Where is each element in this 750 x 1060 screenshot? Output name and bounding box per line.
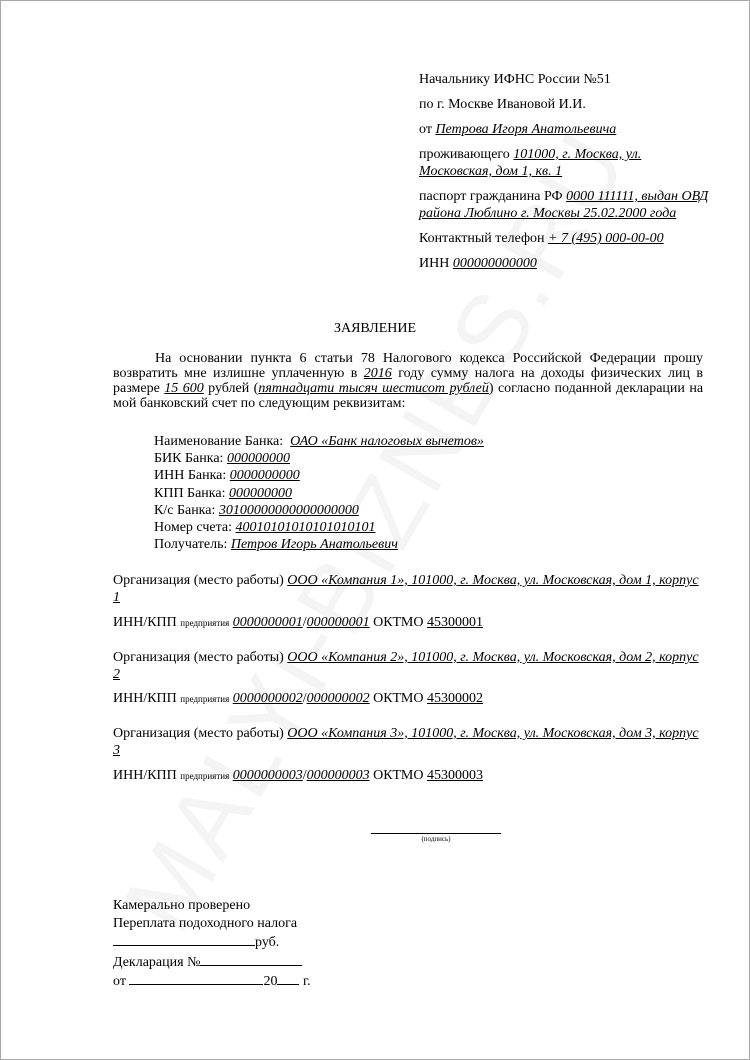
- employer-kpp: 000000002: [306, 691, 370, 706]
- tax-office-notes: [113, 897, 311, 991]
- signature-line: [371, 817, 501, 834]
- passport-label: паспорт гражданина РФ: [419, 189, 563, 204]
- sender-line: [419, 121, 714, 138]
- employer-oktmo: 45300002: [426, 691, 483, 706]
- checked-line: Камерально проверено: [113, 898, 251, 913]
- bank-bik-label: БИК Банка:: [154, 451, 224, 467]
- statement-paragraph: [113, 351, 703, 411]
- phone-value: + 7 (495) 000-00-00: [548, 231, 664, 246]
- amount-blank: [113, 932, 255, 946]
- year-blank: [277, 971, 299, 985]
- bank-recipient-label: Получатель:: [154, 537, 228, 553]
- enterprise-label: предприятия: [180, 618, 230, 628]
- bank-recipient-value: Петров Игорь Анатольевич: [230, 537, 398, 553]
- date-blank: [129, 971, 263, 985]
- employer-3: [113, 725, 709, 759]
- phone-line: [419, 230, 714, 247]
- addressee-block: [419, 71, 714, 280]
- sender-label: от: [419, 122, 432, 137]
- inn-kpp-label: ИНН/КПП: [113, 768, 177, 783]
- residence-address: 101000, г. Москва, ул. Московская, дом 1, кв. 1: [419, 147, 642, 179]
- employer-inn: 0000000003: [232, 768, 303, 783]
- bank-ks-value: 30100000000000000000: [218, 502, 359, 518]
- addressee-line-2: по г. Москве Ивановой И.И.: [419, 97, 586, 112]
- bank-account-row: [154, 519, 484, 536]
- inn-value: 000000000000: [452, 256, 537, 271]
- employer-label: Организация (место работы): [113, 650, 284, 665]
- employer-name: ООО «Компания 3», 101000, г. Москва, ул. Московская, дом 3, корпус 3: [113, 726, 699, 758]
- statement-body: [113, 351, 703, 411]
- bank-account-value: 40010101010101010101: [235, 520, 376, 536]
- statement-text-1: На основании пункта 6 статьи 78 Налогового кодекса Российской Федерации прошу возвратить мне излишне уплаченную в: [113, 351, 703, 381]
- bank-ks-row: [154, 502, 484, 519]
- inn-kpp-label: ИНН/КПП: [113, 615, 177, 630]
- inn-label: ИНН: [419, 256, 450, 271]
- year-prefix: 20: [263, 974, 278, 989]
- employer-oktmo: 45300003: [426, 768, 483, 783]
- bank-name-label: Наименование Банка:: [154, 434, 284, 449]
- sender-name: Петрова Игоря Анатольевича: [435, 122, 617, 137]
- refund-amount: 15 600: [164, 381, 204, 396]
- residence-label: проживающего: [419, 147, 510, 162]
- enterprise-label: предприятия: [180, 694, 230, 704]
- signature-block: [371, 817, 501, 844]
- employer-name: ООО «Компания 2», 101000, г. Москва, ул. Московская, дом 2, корпус 2: [113, 650, 699, 682]
- date-line: [113, 971, 311, 991]
- declaration-blank: [200, 952, 302, 966]
- bank-inn-row: [154, 467, 484, 484]
- oktmo-label: ОКТМО: [373, 768, 424, 783]
- bank-bik-row: [154, 450, 484, 467]
- bank-account-label: Номер счета:: [154, 520, 232, 536]
- residence-line: [419, 146, 714, 180]
- employer-name: ООО «Компания 1», 101000, г. Москва, ул. Московская, дом 1, корпус 1: [113, 573, 699, 605]
- employer-1: [113, 572, 709, 606]
- year-suffix: г.: [302, 974, 311, 989]
- bank-kpp-value: 000000000: [229, 485, 292, 501]
- bank-inn-value: 0000000000: [229, 468, 300, 484]
- passport-value: 0000 111111, выдан ОВД района Люблино г. Москвы 25.02.2000 года: [419, 189, 709, 221]
- declaration-label: Декларация №: [113, 954, 201, 970]
- signature-label: (подпись): [421, 835, 451, 843]
- declaration-line: [113, 952, 311, 972]
- employer-label: Организация (место работы): [113, 573, 284, 588]
- bank-recipient-row: [154, 536, 484, 553]
- statement-text-3: рублей (: [208, 381, 259, 396]
- bank-ks-label: К/с Банка:: [154, 502, 216, 518]
- refund-amount-words: пятнадцати тысяч шестисот рублей: [258, 381, 489, 396]
- employer-inn: 0000000002: [232, 691, 303, 706]
- employer-2: [113, 649, 709, 683]
- tax-year: 2016: [363, 366, 392, 381]
- statement-text-4: ) согласно поданной декларации на мой банковский счет по следующим реквизитам:: [113, 381, 704, 411]
- rub-label: руб.: [255, 935, 280, 950]
- bank-kpp-row: [154, 485, 484, 502]
- statement-text-2: году сумму налога на доходы физических лиц в размере: [113, 366, 703, 396]
- employer-kpp: 000000003: [306, 768, 370, 783]
- enterprise-label: предприятия: [180, 771, 230, 781]
- bank-name-value: ОАО «Банк налоговых вычетов»: [290, 434, 484, 449]
- oktmo-label: ОКТМО: [373, 615, 424, 630]
- passport-line: [419, 188, 714, 222]
- overpayment-line: Переплата подоходного налога: [113, 915, 298, 931]
- document-title: ЗАЯВЛЕНИЕ: [333, 321, 417, 336]
- employer-label: Организация (место работы): [113, 726, 284, 741]
- bank-inn-label: ИНН Банка:: [154, 468, 227, 484]
- employer-oktmo: 45300001: [426, 615, 483, 630]
- inn-line: [419, 255, 714, 272]
- employer-kpp: 000000001: [306, 615, 370, 630]
- rub-line: [113, 932, 311, 952]
- date-from-label: от: [113, 974, 126, 989]
- inn-kpp-label: ИНН/КПП: [113, 691, 177, 706]
- employer-inn: 0000000001: [232, 615, 303, 630]
- addressee-line-1: Начальнику ИФНС России №51: [419, 72, 611, 87]
- employer-2-codes: ИНН/КПП предприятия 0000000002/000000002 ОКТМО 45300002: [113, 691, 483, 706]
- phone-label: Контактный телефон: [419, 231, 545, 246]
- bank-details: [154, 433, 484, 553]
- oktmo-label: ОКТМО: [373, 691, 424, 706]
- bank-kpp-label: КПП Банка:: [154, 485, 226, 501]
- employer-1-codes: ИНН/КПП предприятия 0000000001/000000001 ОКТМО 45300001: [113, 615, 483, 630]
- employer-3-codes: ИНН/КПП предприятия 0000000003/000000003 ОКТМО 45300003: [113, 768, 483, 783]
- bank-name-row: [154, 433, 484, 450]
- bank-bik-value: 000000000: [226, 451, 290, 467]
